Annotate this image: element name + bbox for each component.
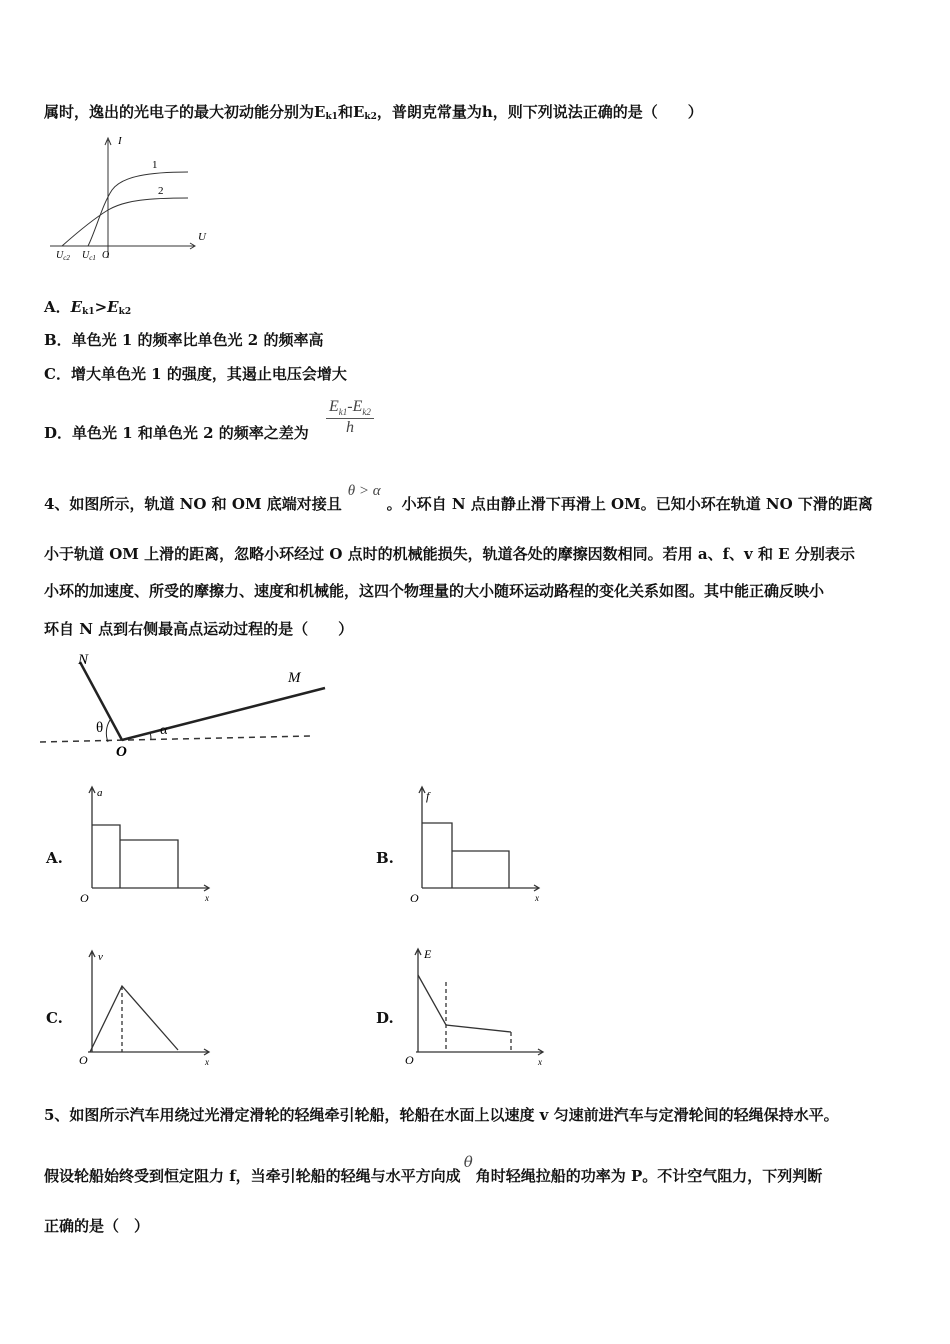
origin-label: O	[405, 1053, 414, 1067]
track-figure	[40, 650, 340, 760]
q4-line-1: 4、如图所示，轨道 NO 和 OM 底端对接且θ > α。小环自 N 点由静止滑下再滑上 OM。已知小环在轨道 NO 下滑的距离	[44, 483, 873, 513]
x-axis-label: x	[205, 1057, 209, 1067]
curve-1	[88, 172, 188, 246]
label-alpha: α	[160, 723, 168, 738]
velocity-line	[90, 986, 178, 1052]
q3-option-c[interactable]: C．增大单色光 1 的强度，其遏止电压会增大	[44, 365, 347, 383]
fraction-denominator: h	[345, 419, 354, 437]
theta-gt-alpha: θ > α	[347, 483, 381, 499]
y-axis-label: a	[97, 787, 103, 799]
segment-2	[120, 840, 178, 888]
uc2-label: $U_{c2}$	[56, 250, 70, 262]
q3-option-b[interactable]: B．单色光 1 的频率比单色光 2 的频率高	[44, 331, 324, 349]
q4-option-a-label[interactable]: A.	[46, 849, 63, 867]
q3-option-a[interactable]: A．$E_{k1}>E_{k2}$	[44, 298, 132, 317]
curve-2-label: 2	[158, 185, 164, 197]
origin-label: O	[410, 891, 419, 905]
label-o: O	[116, 744, 127, 760]
q5-line-3: 正确的是（ ）	[44, 1217, 150, 1235]
q4-option-b-label[interactable]: B.	[376, 849, 394, 867]
label-n: N	[78, 652, 89, 668]
label-m: M	[288, 670, 301, 686]
q4-option-d-graph[interactable]	[404, 940, 554, 1065]
q3-option-d-fraction	[326, 398, 374, 437]
q4-option-d-label[interactable]: D.	[376, 1009, 394, 1027]
origin-label: O	[80, 891, 89, 905]
y-axis-label: E	[424, 947, 432, 961]
y-axis-label: v	[98, 951, 103, 963]
theta-arc	[106, 720, 110, 742]
q5-line-2: 假设轮船始终受到恒定阻力 f，当牵引轮船的轻绳与水平方向成θ角时轻绳拉船的功率为 P。不计空气阻力，下列判断	[44, 1153, 823, 1185]
i-axis-label: I	[118, 135, 122, 147]
origin-label: O	[102, 250, 110, 261]
fraction-numerator: $E_{k1}-E_{k2}$	[326, 398, 374, 419]
uc1-label: $U_{c1}$	[82, 250, 96, 262]
x-axis-label: x	[205, 893, 209, 903]
curve-1-label: 1	[152, 159, 158, 171]
energy-line	[418, 975, 511, 1032]
ground-dashed-line	[40, 736, 310, 742]
y-axis-label: f	[426, 789, 430, 803]
track-om	[122, 688, 325, 740]
segment-1	[92, 825, 120, 888]
q4-line-2: 小于轨道 OM 上滑的距离，忽略小环经过 O 点时的机械能损失，轨道各处的摩擦因数相同。若用 a、f、v 和 E 分别表示	[44, 545, 855, 563]
q5-line-1: 5、如图所示汽车用绕过光滑定滑轮的轻绳牵引轮船，轮船在水面上以速度 v 匀速前进汽车与定滑轮间的轻绳保持水平。	[44, 1106, 839, 1124]
segment-1	[422, 823, 452, 888]
x-axis-label: x	[538, 1057, 542, 1067]
q4-option-b-graph[interactable]	[408, 780, 548, 905]
q4-option-a-graph[interactable]	[78, 780, 218, 905]
segment-2	[452, 851, 509, 888]
theta-symbol: θ	[463, 1153, 473, 1171]
curve-2	[62, 198, 188, 246]
origin-label: O	[79, 1053, 88, 1067]
q4-line-3: 小环的加速度、所受的摩擦力、速度和机械能，这四个物理量的大小随环运动路程的变化关系如图。其中能正确反映小	[44, 582, 825, 600]
u-axis-label: U	[198, 231, 206, 243]
iu-graph	[40, 130, 220, 270]
q4-option-c-label[interactable]: C.	[46, 1009, 63, 1027]
q4-option-c-graph[interactable]	[78, 942, 218, 1067]
q4-line-4: 环自 N 点到右侧最高点运动过程的是（ ）	[44, 620, 354, 638]
x-axis-label: x	[535, 893, 539, 903]
label-theta: θ	[96, 720, 104, 736]
q3-option-d[interactable]: D．单色光 1 和单色光 2 的频率之差为	[44, 424, 309, 442]
q3-stem: 属时，逸出的光电子的最大初动能分别为$E_{k1}$和$E_{k2}$，普朗克常量为h，则下列说法正确的是（ ）	[44, 103, 703, 122]
